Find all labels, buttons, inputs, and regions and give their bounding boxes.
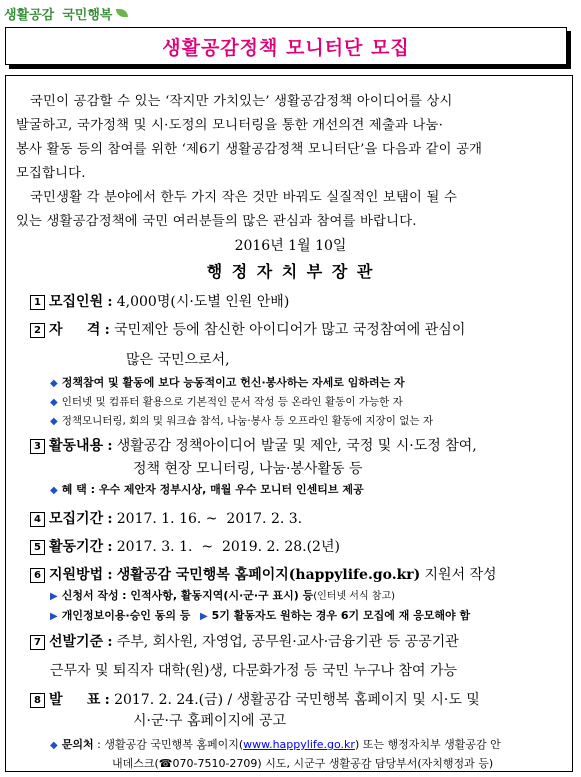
sub-note: (인터넷 서식 참고) [313,591,396,602]
diamond-bullet-icon: ◆ [50,740,58,751]
diamond-bullet-icon: ◆ [50,397,58,408]
bullet-text: 정책참여 및 활동에 보다 능동적이고 헌신·봉사하는 자세로 임하려는 자 [61,376,405,389]
section-number: 6 [30,568,45,583]
section-label: 자 격 [49,322,101,338]
section-selection-criteria [30,633,459,652]
section-label: 모집인원 [49,294,104,310]
diamond-bullet-icon: ◆ [50,416,58,427]
colon: : [104,322,110,338]
colon: : [107,294,113,310]
section-value: 2017. 3. 1. ~ 2019. 2. 28.(2년) [116,539,340,555]
intro-line-2: 발굴하고, 국가정책 및 시·도정의 모니터링을 통한 개선의견 제출과 나눔· [16,118,443,133]
section-number: 4 [30,512,45,527]
triangle-bullet-icon: ▶ [199,611,208,622]
diamond-bullet-icon: ◆ [50,485,58,496]
date: 2016년 1월 10일 [234,238,347,254]
section-value: 생활공감 국민행복 홈페이지(happylife.go.kr) [116,567,421,583]
intro-line-6: 있는 생활공감정책에 국민 여러분들의 많은 관심과 참여를 바랍니다. [16,214,417,229]
section-label: 모집기간 [49,511,104,527]
section-activity-period [30,538,340,557]
triangle-bullet-icon: ▶ [50,591,58,602]
title-box [5,27,567,65]
section-activities [30,437,477,456]
homepage-link[interactable]: www.happylife.go.kr [243,738,355,751]
logo-text-a: 생활공감 [4,7,55,23]
contact-text: 생활공감 국민행복 홈페이지( [104,738,244,751]
sub-label: 신청서 작성 [61,589,119,602]
benefit-line [50,481,364,500]
logo [4,3,128,23]
sub-text: : 인적사항, 활동지역(시·군·구 표시) 등 [122,589,314,602]
qualification-bullet-1 [50,374,405,393]
sub-text: 5기 활동자도 원하는 경우 6기 모집에 재 응모해야 함 [211,609,471,622]
section-recruit-period [30,510,302,529]
page-title: 생활공감정책 모니터단 모집 [162,36,410,59]
section-number: 2 [30,323,45,338]
section-qualification [30,321,465,340]
section-value: 생활공감 정책아이디어 발굴 및 제안, 국정 및 시·도정 참여, [116,438,477,454]
application-sub-1 [50,587,395,606]
section-number: 1 [30,295,45,310]
contact-text-tail: ) 또는 행정자치부 생활공감 안 [354,738,501,751]
section-label: 발 표 [49,692,101,708]
contact-line-2: 내데스크(☎070-7510-2709) 시도, 시군구 생활공감 담당부서(자치행정과 등) [112,757,494,770]
triangle-bullet-icon: ▶ [50,611,58,622]
section-number: 7 [30,635,45,650]
announcement-line-2: 시·군·구 홈페이지에 공고 [133,713,287,729]
sender: 행 정 자 치 부 장 관 [206,262,375,281]
section-label: 선발기준 [49,634,104,650]
intro-line-5: 국민생활 각 분야에서 한두 가지 작은 것만 바꿔도 실질적인 보탬이 될 수 [30,190,457,205]
intro-line-4: 모집합니다. [16,166,86,181]
qualification-bullet-3 [50,412,433,431]
section-number: 8 [30,693,45,708]
section-label: 활동기간 [49,539,104,555]
section-label: 활동내용 [49,438,104,454]
section-recruit-count [30,293,289,312]
colon: : [104,692,110,708]
section-value-tail: 지원서 작성 [424,567,497,583]
benefit-text: 혜 택 : 우수 제안자 정부시상, 매월 우수 모니터 인센티브 제공 [61,483,364,496]
qualification-line-2: 많은 국민으로서, [126,352,230,368]
intro-line-1: 국민이 공감할 수 있는 ‘작지만 가치있는’ 생활공감정책 아이디어를 상시 [30,94,453,109]
colon: : [107,511,113,527]
section-value: 국민제안 등에 참신한 아이디어가 많고 국정참여에 관심이 [114,322,466,338]
contact-label: 문의처 [61,738,94,751]
sub-label: 개인정보이용·승인 동의 등 [61,609,191,622]
diamond-bullet-icon: ◆ [50,378,58,389]
section-application-method [30,566,497,585]
qualification-bullet-2 [50,393,403,412]
section-announcement [30,691,480,710]
bullet-text: 정책모니터링, 회의 및 워크숍 참석, 나눔·봉사 등 오프라인 활동에 지장이 없는 자 [61,415,434,427]
colon: : [97,738,101,751]
section-value: 2017. 1. 16. ~ 2017. 2. 3. [116,511,303,527]
intro-line-3: 봉사 활동 등의 참여를 위한 ‘제6기 생활공감정책 모니터단’을 다음과 같이 공개 [16,142,483,157]
selection-line-2: 근무자 및 퇴직자 대학(원)생, 다문화가정 등 국민 누구나 참여 가능 [50,663,458,679]
leaf-icon [116,9,128,17]
colon: : [107,567,113,583]
contact-line-1 [50,736,501,755]
activities-line-2: 정책 현장 모니터링, 나눔·봉사활동 등 [133,461,363,477]
section-value: 주부, 회사원, 자영업, 공무원·교사·금융기관 등 공공기관 [116,634,459,650]
section-value: 2017. 2. 24.(금) / 생활공감 국민행복 홈페이지 및 시·도 및 [114,692,480,708]
colon: : [107,634,113,650]
colon: : [107,539,113,555]
section-number: 5 [30,540,45,555]
section-label: 지원방법 [49,567,104,583]
colon: : [107,438,113,454]
bullet-text: 인터넷 및 컴퓨터 활용으로 기본적인 문서 작성 등 온라인 활동이 가능한 자 [61,396,403,408]
logo-text-b: 국민행복 [62,7,113,23]
section-value: 4,000명(시·도별 인원 안배) [116,294,290,310]
section-number: 3 [30,439,45,454]
application-sub-2 [50,607,470,626]
